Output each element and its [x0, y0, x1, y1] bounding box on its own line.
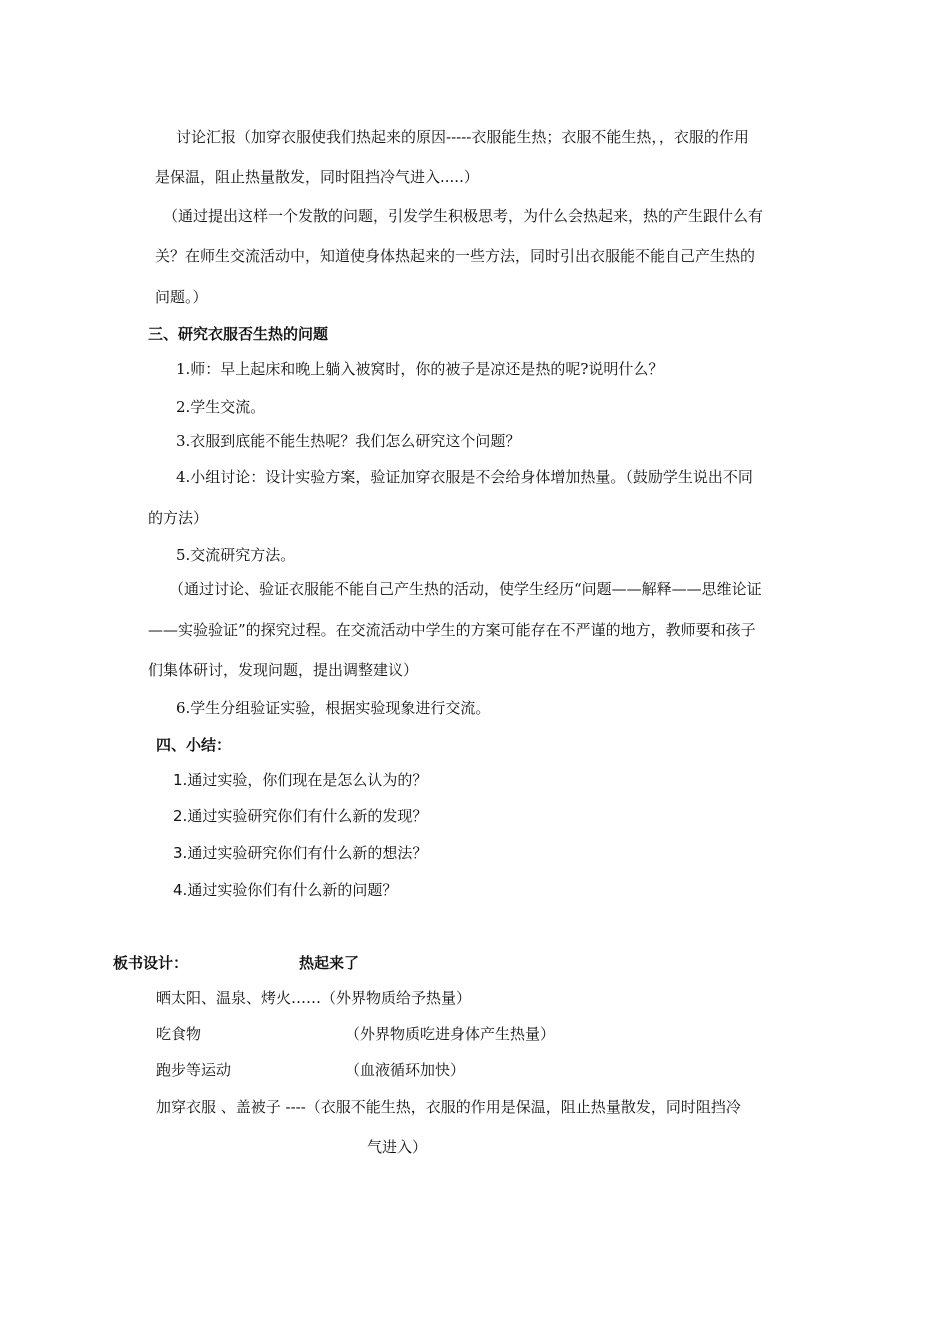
note-2-line-1: （通过讨论、验证衣服能不能自己产生热的活动，使学生经历“问题——解释——思维论证: [169, 580, 762, 598]
section-3-heading: 三、研究衣服否生热的问题: [148, 325, 329, 343]
s3-item-5: 5.交流研究方法。: [176, 546, 296, 564]
s4-item-2: 2.通过实验研究你们有什么新的发现？: [173, 807, 428, 825]
s3-item-3: 3.衣服到底能不能生热呢？我们怎么研究这个问题？: [176, 432, 521, 450]
s3-item-4-line-2: 的方法）: [148, 509, 209, 527]
board-row-1: 晒太阳、温泉、烤火……（外界物质给予热量）: [156, 989, 472, 1007]
board-design-label: 板书设计：: [113, 954, 189, 972]
board-row-3-left: 跑步等运动: [156, 1061, 232, 1079]
s4-item-3: 3.通过实验研究你们有什么新的想法？: [173, 844, 428, 862]
board-row-4-line-1: 加穿衣服 、盖被子 ----（衣服不能生热，衣服的作用是保温，阻止热量散发，同时阻挡冷: [156, 1098, 741, 1116]
s3-item-1: 1.师：早上起床和晚上躺入被窝时，你的被子是凉还是热的呢?说明什么？: [176, 360, 664, 378]
discussion-report-line-1: 讨论汇报（加穿衣服使我们热起来的原因-----衣服能生热；衣服不能生热，，衣服的作用: [176, 128, 749, 146]
s3-item-2: 2.学生交流。: [176, 398, 266, 416]
note-1-line-1: （通过提出这样一个发散的问题，引发学生积极思考，为什么会热起来，热的产生跟什么有: [163, 207, 764, 225]
board-row-2-right: （外界物质吃进身体产生热量）: [345, 1025, 556, 1043]
section-4-heading: 四、小结：: [156, 736, 232, 754]
note-2-line-2: ——实验验证”的探究过程。在交流活动中学生的方案可能存在不严谨的地方，教师要和孩子: [148, 621, 756, 639]
board-row-4-line-2: 气进入）: [367, 1138, 428, 1156]
board-design-title: 热起来了: [299, 954, 360, 972]
discussion-report-line-2: 是保温，阻止热量散发，同时阻挡冷气进入.....）: [155, 168, 479, 186]
s3-item-4-line-1: 4.小组讨论：设计实验方案，验证加穿衣服是不会给身体增加热量。（鼓励学生说出不同: [176, 468, 753, 486]
note-2-line-3: 们集体研讨，发现问题，提出调整建议）: [148, 661, 419, 679]
note-1-line-3: 问题。）: [155, 288, 208, 306]
note-1-line-2: 关？在师生交流活动中，知道使身体热起来的一些方法，同时引出衣服能不能自己产生热的: [155, 247, 756, 265]
s4-item-4: 4.通过实验你们有什么新的问题？: [173, 881, 398, 899]
s4-item-1: 1.通过实验，你们现在是怎么认为的？: [173, 771, 428, 789]
board-row-2-left: 吃食物: [156, 1025, 202, 1043]
s3-item-6: 6.学生分组验证实验，根据实验现象进行交流。: [176, 699, 491, 717]
board-row-3-right: （血液循环加快）: [345, 1061, 466, 1079]
